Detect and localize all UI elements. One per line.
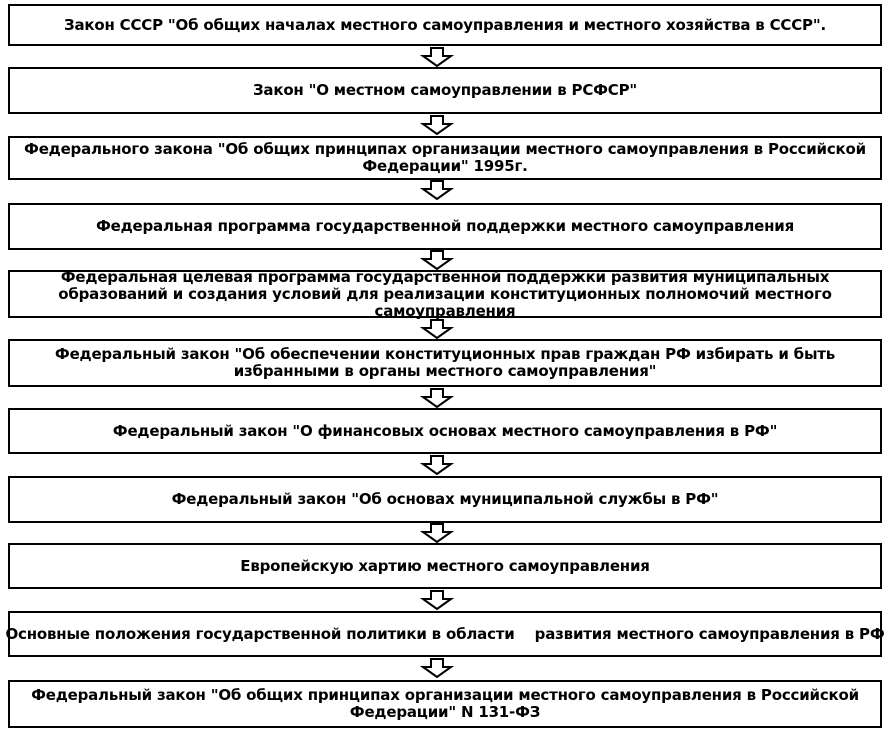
down-arrow-icon bbox=[420, 590, 454, 610]
step-text: Закон "О местном самоуправлении в РСФСР" bbox=[252, 81, 638, 99]
step-box bbox=[8, 267, 882, 320]
down-arrow-icon bbox=[420, 115, 454, 135]
step-box bbox=[8, 4, 882, 46]
step-text: Европейскую хартию местного самоуправления bbox=[240, 556, 650, 575]
step-box bbox=[5, 611, 885, 657]
down-arrow-icon bbox=[420, 523, 454, 543]
step-text: Закон СССР "Об общих началах местного самоуправления и местного хозяйства в СССР". bbox=[64, 15, 826, 34]
step-box bbox=[8, 476, 882, 523]
step-box bbox=[8, 680, 882, 728]
step-box bbox=[8, 408, 882, 454]
step-box bbox=[8, 203, 882, 250]
step-text: Федеральный закон "Об обеспечении конституционных прав граждан РФ избирать и быть избранными в органы местного самоуправления" bbox=[54, 345, 836, 380]
step-text: Основные положения государственной политики в области развития местного самоуправления в РФ bbox=[5, 624, 885, 643]
down-arrow-icon bbox=[420, 388, 454, 408]
down-arrow-icon bbox=[420, 47, 454, 67]
step-text: Федеральный закон "О финансовых основах местного самоуправления в РФ" bbox=[112, 421, 778, 440]
step-text: Федеральная целевая программа государственной поддержки развития муниципальных образований и создания условий для реализации конституционных полномочий местного самоуправления bbox=[58, 267, 832, 320]
step-box bbox=[8, 543, 882, 589]
down-arrow-icon bbox=[420, 455, 454, 475]
step-text: Федерального закона "Об общих принципах организации местного самоуправления в Российской Федерации" 1995г. bbox=[24, 140, 866, 175]
step-text: Федеральный закон "Об основах муниципальной службы в РФ" bbox=[171, 490, 719, 508]
down-arrow-icon bbox=[420, 658, 454, 678]
down-arrow-icon bbox=[420, 319, 454, 339]
down-arrow-icon bbox=[420, 180, 454, 200]
step-box bbox=[8, 339, 882, 387]
step-box bbox=[8, 67, 882, 114]
step-box bbox=[8, 136, 882, 180]
step-text: Федеральный закон "Об общих принципах организации местного самоуправления в Российской Федерации" N 131-ФЗ bbox=[31, 686, 859, 721]
step-text: Федеральная программа государственной поддержки местного самоуправления bbox=[95, 217, 794, 235]
down-arrow-icon bbox=[420, 250, 454, 270]
